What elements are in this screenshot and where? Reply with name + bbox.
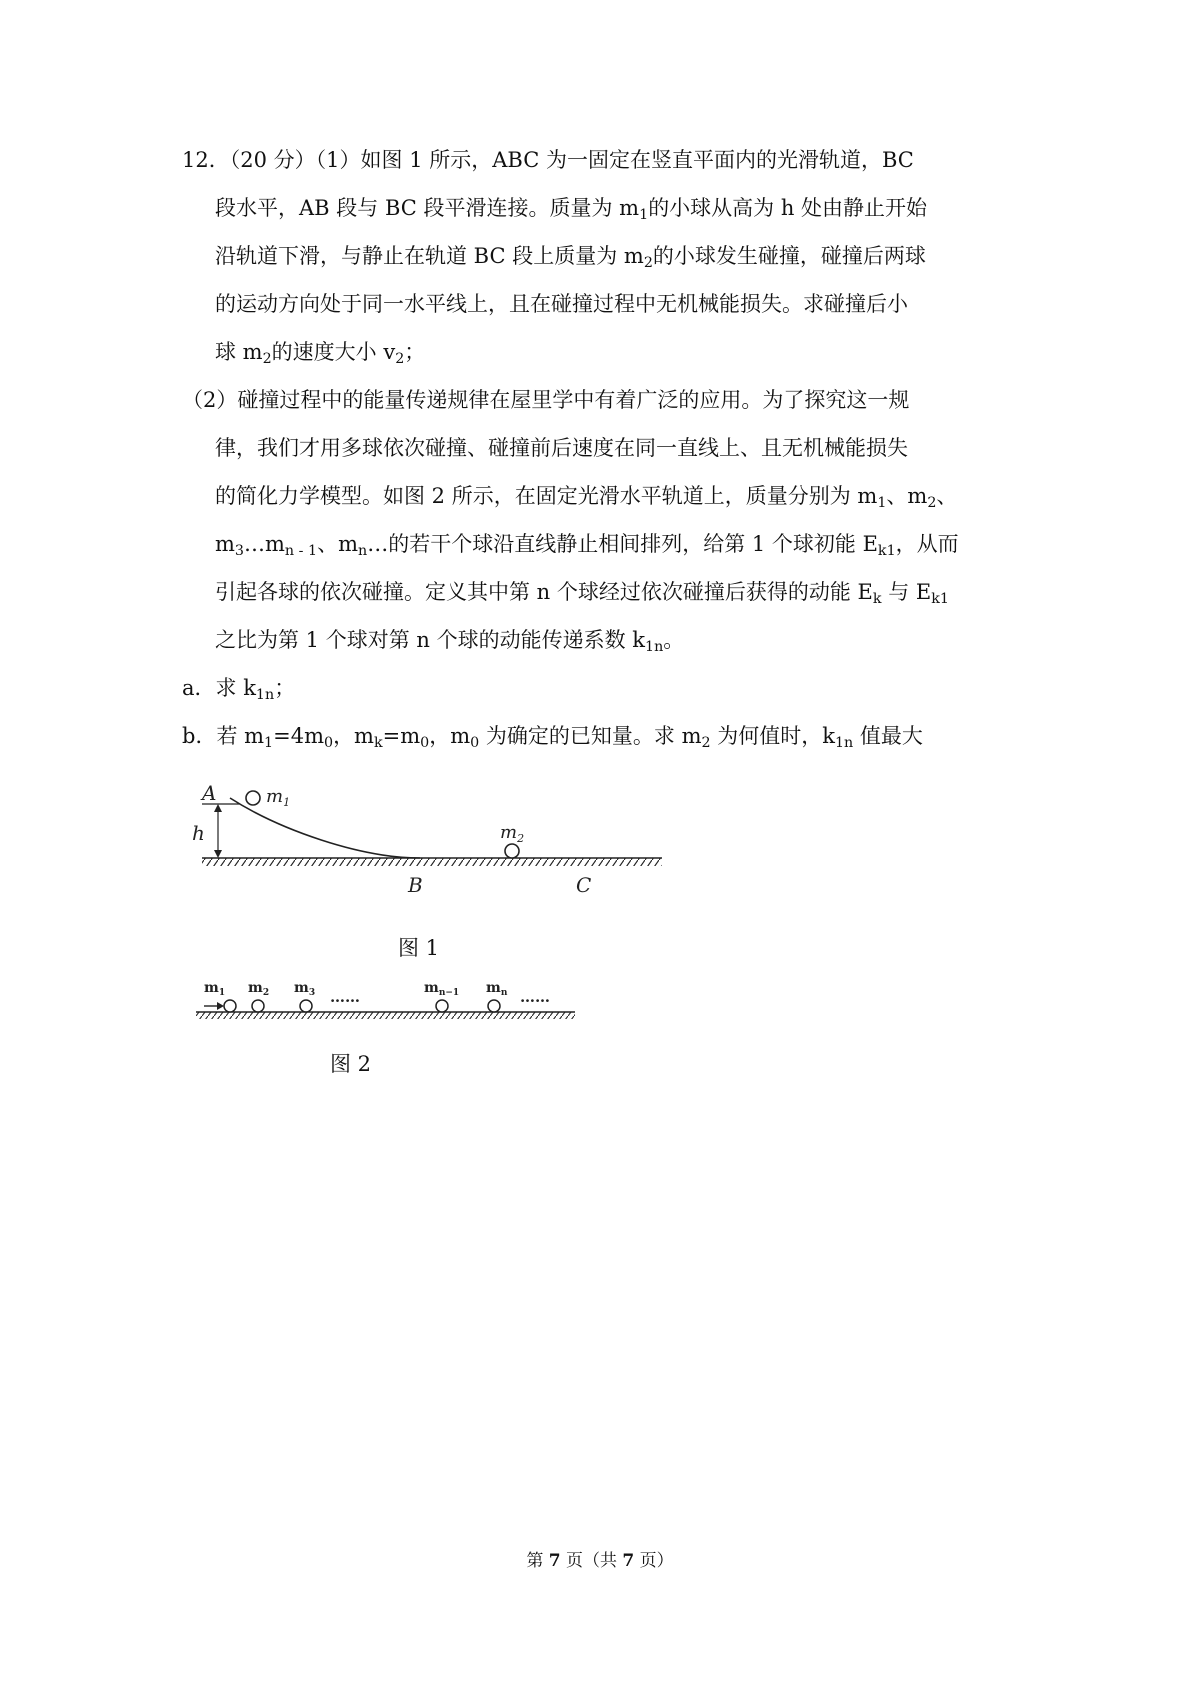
part1-line3a: 沿轨道下滑，与静止在轨道 BC 段上质量为 m (215, 244, 644, 268)
ball-n (488, 1000, 500, 1012)
height-arrow-up-head (214, 804, 222, 812)
subq-b-3: ，m (333, 724, 374, 748)
subscript: 1 (264, 734, 274, 751)
subscript: 2 (262, 350, 272, 367)
subscript: 2 (643, 254, 653, 271)
part2-line5a: 引起各球的依次碰撞。定义其中第 n 个球经过依次碰撞后获得的动能 E (215, 580, 873, 604)
part2-line4a: m (215, 532, 235, 556)
subq-b-1: b．若 m (182, 724, 265, 748)
subscript: k (872, 590, 882, 607)
part2-line3a: 的简化力学模型。如图 2 所示，在固定光滑水平轨道上，质量分别为 m (215, 484, 878, 508)
subscript: 1n (834, 734, 854, 751)
label-B: B (408, 873, 423, 897)
ball-1 (224, 1000, 236, 1012)
track-hatching (196, 1012, 575, 1019)
subq-b-2: =4m (273, 724, 324, 748)
subq-a-text: a．求 k (182, 676, 256, 700)
figure-2-diagram (190, 976, 580, 1026)
subquestion-a (182, 672, 1042, 702)
part1-line5c: ； (404, 340, 426, 364)
part1-line2a: 段水平，AB 段与 BC 段平滑连接。质量为 m (215, 196, 640, 220)
subq-b-8: 值最大 (853, 724, 923, 748)
subscript: 0 (323, 734, 334, 751)
subscript: k (373, 734, 383, 751)
figure-1-diagram (190, 780, 670, 910)
ball-2 (252, 1000, 264, 1012)
part1-line4: 的运动方向处于同一水平线上，且在碰撞过程中无机械能损失。求碰撞后小 (215, 292, 908, 316)
subq-b-7: 为何值时，k (710, 724, 835, 748)
subscript: 2 (395, 350, 405, 367)
page-footer (0, 1546, 1200, 1571)
question-12-part2 (182, 384, 1042, 684)
subq-b-5: ，m (429, 724, 471, 748)
footer-suffix: 页） (634, 1551, 674, 1571)
page-total: 7 (622, 1551, 635, 1571)
part1-line1: 如图 1 所示，ABC 为一固定在竖直平面内的光滑轨道，BC (360, 148, 914, 172)
ball-3 (300, 1000, 312, 1012)
part1-line3b: 的小球发生碰撞，碰撞后两球 (652, 244, 926, 268)
ground-hatching (202, 858, 662, 866)
question-12-part1 (182, 144, 1042, 404)
subscript: 0 (420, 734, 430, 751)
part1-line5a: 球 m (215, 340, 263, 364)
question-points: （20 分） (229, 148, 316, 172)
label-C: C (576, 873, 592, 897)
label-m3: $m_3$ (294, 980, 316, 998)
label-mn: $m_n$ (486, 980, 508, 998)
part2-line6a: 之比为第 1 个球对第 n 个球的动能传递系数 k (215, 628, 645, 652)
figure-2-caption: 图 2 (330, 1052, 372, 1076)
subscript: 1 (639, 206, 649, 223)
subscript: k1 (877, 542, 896, 559)
footer-middle: 页（共 (560, 1551, 623, 1571)
part2-line3b: 、m (886, 484, 928, 508)
subq-a-end: ； (274, 676, 296, 700)
part1-line2b: 的小球从高为 h 处由静止开始 (648, 196, 928, 220)
part2-line1: 碰撞过程中的能量传递规律在屋里学中有着广泛的应用。为了探究这一规 (237, 388, 910, 412)
label-m2: $m_2$ (500, 822, 525, 845)
subscript: 3 (234, 542, 244, 559)
curved-track (230, 798, 420, 858)
subscript: 0 (470, 734, 480, 751)
label-mn-1: $m_{n-1}$ (424, 980, 460, 998)
ellipsis-1: …… (330, 988, 360, 1006)
part2-label: （2） (182, 388, 238, 412)
figure-1-caption: 图 1 (398, 936, 440, 960)
part2-line6b: 。 (663, 628, 685, 652)
ball-m1 (246, 791, 260, 805)
label-m1: $m_1$ (204, 980, 226, 998)
subscript: 1n (645, 638, 664, 655)
subscript: n (358, 542, 368, 559)
question-number: 12． (182, 148, 230, 172)
part2-line2: 律，我们才用多球依次碰撞、碰撞前后速度在同一直线上、且无机械能损失 (215, 436, 908, 460)
height-arrow-down-head (214, 850, 222, 858)
part2-line4c: 、m (317, 532, 358, 556)
subscript: n - 1 (284, 542, 318, 559)
subscript: 1 (877, 494, 887, 511)
subscript: 2 (701, 734, 711, 751)
ellipsis-2: …… (520, 988, 550, 1006)
subscript: 2 (927, 494, 937, 511)
part1-line5b: 的速度大小 v (271, 340, 396, 364)
ball-n-minus-1 (436, 1000, 448, 1012)
subq-b-4: =m (382, 724, 421, 748)
velocity-arrow-head (217, 1002, 224, 1010)
label-A: A (202, 781, 217, 805)
subq-b-6: 为确定的已知量。求 m (479, 724, 702, 748)
footer-prefix: 第 (526, 1551, 549, 1571)
subscript: 1n (255, 686, 275, 703)
part2-line3c: 、 (936, 484, 958, 508)
ball-m2 (505, 844, 519, 858)
label-m2: $m_2$ (248, 980, 270, 998)
part1-label: （1） (315, 148, 361, 172)
label-h: h (192, 821, 205, 845)
part2-line4e: ，从而 (895, 532, 959, 556)
label-m1: $m_1$ (266, 786, 291, 809)
page-number: 7 (548, 1551, 561, 1571)
part2-line5b: 与 E (881, 580, 932, 604)
part2-line4d: …的若干个球沿直线静止相间排列，给第 1 个球初能 E (367, 532, 878, 556)
subquestion-b (182, 720, 1042, 750)
part2-line4b: …m (244, 532, 285, 556)
subscript: k1 (931, 590, 949, 607)
